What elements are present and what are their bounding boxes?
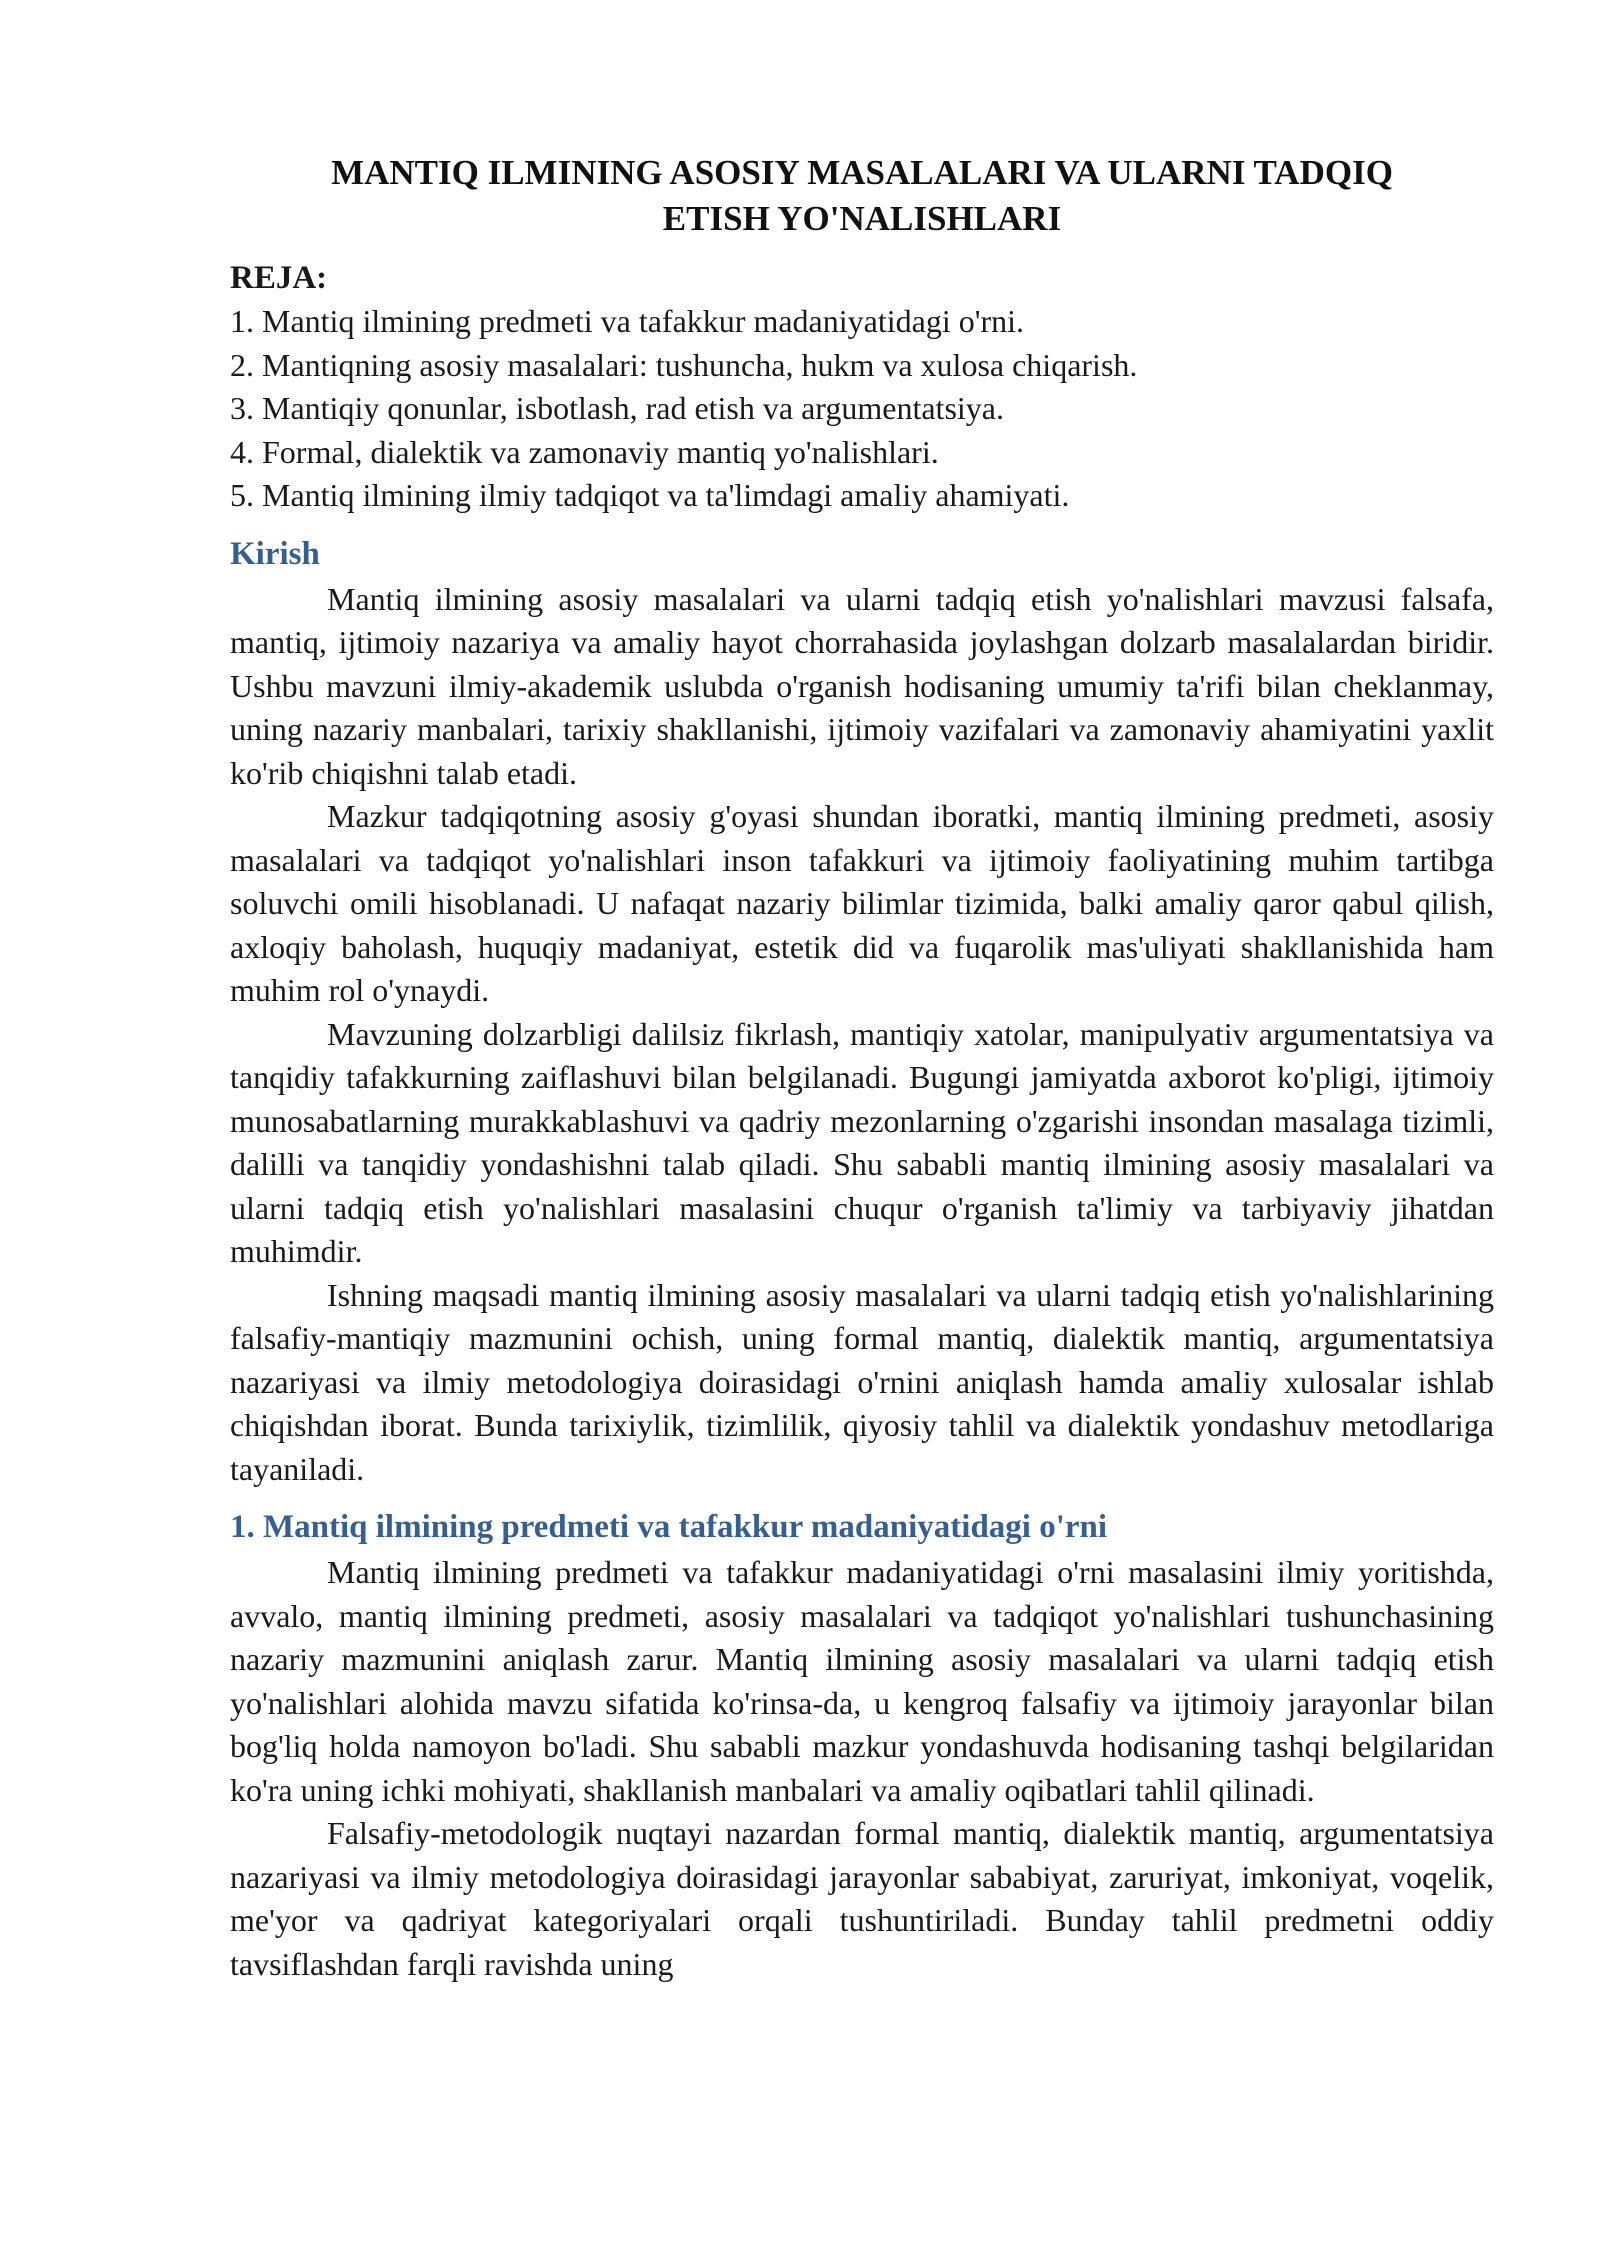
plan-item: 5. Mantiq ilmining ilmiy tadqiqot va ta'limdagi amaliy ahamiyati. (230, 477, 1070, 513)
document-page (230, 150, 1494, 1986)
intro-paragraph: Mavzuning dolzarbligi dalilsiz fikrlash, mantiqiy xatolar, manipulyativ argumentatsiya va tanqidiy tafakkurning zaiflashuvi bilan belgilanadi. Bugungi jamiyatda axborot ko'pligi, ijtimoiy munosabatlarning murakkablashuvi va qadriy mezonlarning o'zgarishi insondan masalaga tizimli, dalilli va tanqidiy yondashishni talab qiladi. Shu sababli mantiq ilmining asosiy masalalari va ularni tadqiq etish yo'nalishlari masalasini chuqur o'rganish ta'limiy va tarbiyaviy jihatdan muhimdir. (230, 1015, 1494, 1269)
intro-paragraph: Mantiq ilmining asosiy masalalari va ularni tadqiq etish yo'nalishlari mavzusi falsafa, mantiq, ijtimoiy nazariya va amaliy hayot chorrahasida joylashgan dolzarb masalalardan biridir. Ushbu mavzuni ilmiy-akademik uslubda o'rganish hodisaning umumiy ta'rifi bilan cheklanmay, uning nazariy manbalari, tarixiy shakllanishi, ijtimoiy vazifalari va zamonaviy ahamiyatini yaxlit ko'rib chiqishni talab etadi. (230, 580, 1494, 791)
plan-section (230, 258, 1494, 518)
plan-heading: REJA: (230, 260, 328, 296)
plan-item: 1. Mantiq ilmining predmeti va tafakkur madaniyatidagi o'rni. (230, 303, 1025, 339)
plan-item: 2. Mantiqning asosiy masalalari: tushuncha, hukm va xulosa chiqarish. (230, 346, 1138, 383)
plan-list (230, 300, 1494, 518)
section-1-paragraph: Falsafiy-metodologik nuqtayi nazardan formal mantiq, dialektik mantiq, argumentatsiya nazariyasi va ilmiy metodologiya doirasidagi jarayonlar sababiyat, zaruriyat, imkoniyat, voqelik, me'yor va qadriyat kategoriyalari orqali tushuntiriladi. Bunday tahlil predmetni oddiy tavsiflashdan farqli ravishda uning (230, 1815, 1494, 1982)
section-1-paragraph: Mantiq ilmining predmeti va tafakkur madaniyatidagi o'rni masalasini ilmiy yoritishda, avvalo, mantiq ilmining predmeti, asosiy masalalari va tadqiqot yo'nalishlari tushunchasining nazariy mazmunini aniqlash zarur. Mantiq ilmining asosiy masalalari va ularni tadqiq etish yo'nalishlari alohida mavzu sifatida ko'rinsa-da, u kengroq falsafiy va ijtimoiy jarayonlar bilan bog'liq holda namoyon bo'ladi. Shu sababli mazkur yondashuvda hodisaning tashqi belgilaridan ko'ra uning ichki mohiyati, shakllanish manbalari va amaliy oqibatlari tahlil qilinadi. (230, 1554, 1494, 1808)
document-title-line-2: ETISH YO'NALISHLARI (662, 199, 1062, 238)
plan-item: 4. Formal, dialektik va zamonaviy mantiq yo'nalishlari. (230, 433, 939, 470)
section-1-heading: 1. Mantiq ilmining predmeti va tafakkur madaniyatidagi o'rni (230, 1509, 1108, 1545)
plan-item: 3. Mantiqiy qonunlar, isbotlash, rad etish va argumentatsiya. (230, 390, 1004, 426)
document-title-line-1: MANTIQ ILMINING ASOSIY MASALALARI VA ULARNI TADQIQ (331, 153, 1393, 192)
intro-paragraph: Mazkur tadqiqotning asosiy g'oyasi shundan iboratki, mantiq ilmining predmeti, asosiy masalalari va tadqiqot yo'nalishlari inson tafakkuri va ijtimoiy faoliyatining muhim tartibga soluvchi omili hisoblanadi. U nafaqat nazariy bilimlar tizimida, balki amaliy qaror qabul qilish, axloqiy baholash, huquqiy madaniyat, estetik did va fuqarolik mas'uliyati shakllanishida ham muhim rol o'ynaydi. (230, 798, 1494, 1008)
intro-heading: Kirish (230, 535, 320, 572)
document-title (230, 150, 1494, 242)
intro-paragraph: Ishning maqsadi mantiq ilmining asosiy masalalari va ularni tadqiq etish yo'nalishlarining falsafiy-mantiqiy mazmunini ochish, uning formal mantiq, dialektik mantiq, argumentatsiya nazariyasi va ilmiy metodologiya doirasidagi o'rnini aniqlash hamda amaliy xulosalar ishlab chiqishdan iborat. Bunda tarixiylik, tizimlilik, qiyosiy tahlil va dialektik yondashuv metodlariga tayaniladi. (230, 1276, 1494, 1487)
